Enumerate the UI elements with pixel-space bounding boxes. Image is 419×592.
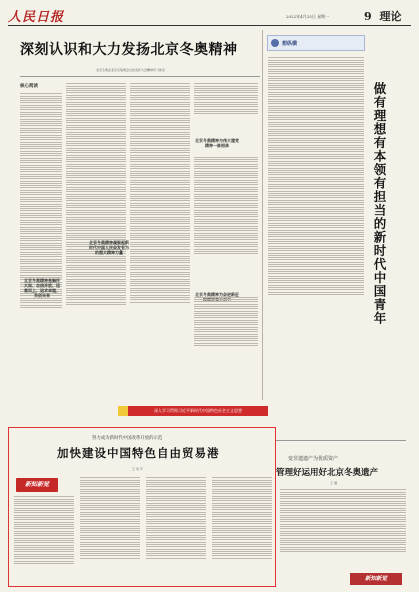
lead-article-subtitle: 北京冬奥会北京冬残奥会总结表彰大会精神学习体会 xyxy=(96,68,166,72)
ftz-body-text-1 xyxy=(14,496,74,564)
masthead-logo: 人民日报 xyxy=(8,10,65,25)
ftz-body-text-4 xyxy=(212,477,272,558)
lead-divider xyxy=(20,76,260,77)
masthead-rule xyxy=(8,25,411,26)
lead-subhead-4: 北京冬奥精神为奋进新征 xyxy=(195,292,239,297)
ftz-body-column-4 xyxy=(212,476,272,583)
column-label-box xyxy=(267,35,365,51)
column-body xyxy=(268,56,364,398)
ftz-body-text-3 xyxy=(146,477,206,558)
ftz-body-column-1 xyxy=(14,495,74,583)
column-vertical-title[interactable]: 做有理想有本领有担当的新时代中国青年 xyxy=(372,82,387,325)
lead-body-text-4 xyxy=(194,83,258,346)
lead-subhead-2: 北京冬奥精神凝聚起新时代中国人民奋发有为的强大精神力量 xyxy=(89,240,129,255)
lead-body-text-3 xyxy=(130,83,190,302)
lead-body-column-1 xyxy=(20,92,62,402)
column-body-text xyxy=(268,57,364,295)
column-label: 想纵横 xyxy=(282,41,298,47)
ftz-title[interactable]: 加快建设中国特色自由贸易港 xyxy=(57,446,220,460)
page-section: 理论 xyxy=(379,10,402,23)
page-number xyxy=(364,8,402,24)
series-banner-text: 深入学习贯彻习近平新时代中国特色社会主义思想 xyxy=(154,408,242,413)
lead-body-text-1 xyxy=(20,93,62,308)
lead-subhead-3: 北京冬奥精神与伟大建党精神一脉相承 xyxy=(195,138,239,148)
heritage-kicker: 变非遗遗产为优质资产 xyxy=(288,456,339,462)
heritage-divider xyxy=(276,440,406,441)
ftz-body-column-3 xyxy=(146,476,206,583)
series-banner[interactable] xyxy=(128,406,268,416)
ftz-author: 王 凤 平 xyxy=(132,467,143,471)
column-divider xyxy=(262,30,263,400)
heritage-author: 王 刚 xyxy=(330,481,337,485)
lead-article-title[interactable]: 深刻认识和大力发扬北京冬奥精神 xyxy=(20,42,238,58)
banner-flag-icon xyxy=(118,406,128,416)
bottom-new-insight-logo: 新知新觉 xyxy=(350,573,402,585)
ftz-kicker: 努力成为新时代中国改革开放的示范 xyxy=(92,436,163,441)
lead-body-text-2 xyxy=(66,83,126,305)
ftz-body-text-2 xyxy=(80,477,140,558)
heritage-body-text xyxy=(280,489,406,552)
page-number-value: 9 xyxy=(364,10,372,23)
heritage-title[interactable]: 管理好运用好北京冬奥遗产 xyxy=(276,468,379,478)
issue-date: 2022年4月25日 星期一 xyxy=(286,14,330,19)
ftz-body-column-2 xyxy=(80,476,140,583)
core-reading-label: 核心阅读 xyxy=(20,84,38,89)
new-insight-logo: 新知新觉 xyxy=(16,478,58,492)
heritage-body xyxy=(280,488,406,568)
column-badge-icon xyxy=(271,39,279,47)
lead-subhead-1: 北京冬奥精神是胸怀大局、自信开放、迎难而上、追求卓越、共创未来 xyxy=(24,278,60,298)
lead-body-column-4 xyxy=(194,82,258,402)
lead-body-column-3 xyxy=(130,82,190,402)
